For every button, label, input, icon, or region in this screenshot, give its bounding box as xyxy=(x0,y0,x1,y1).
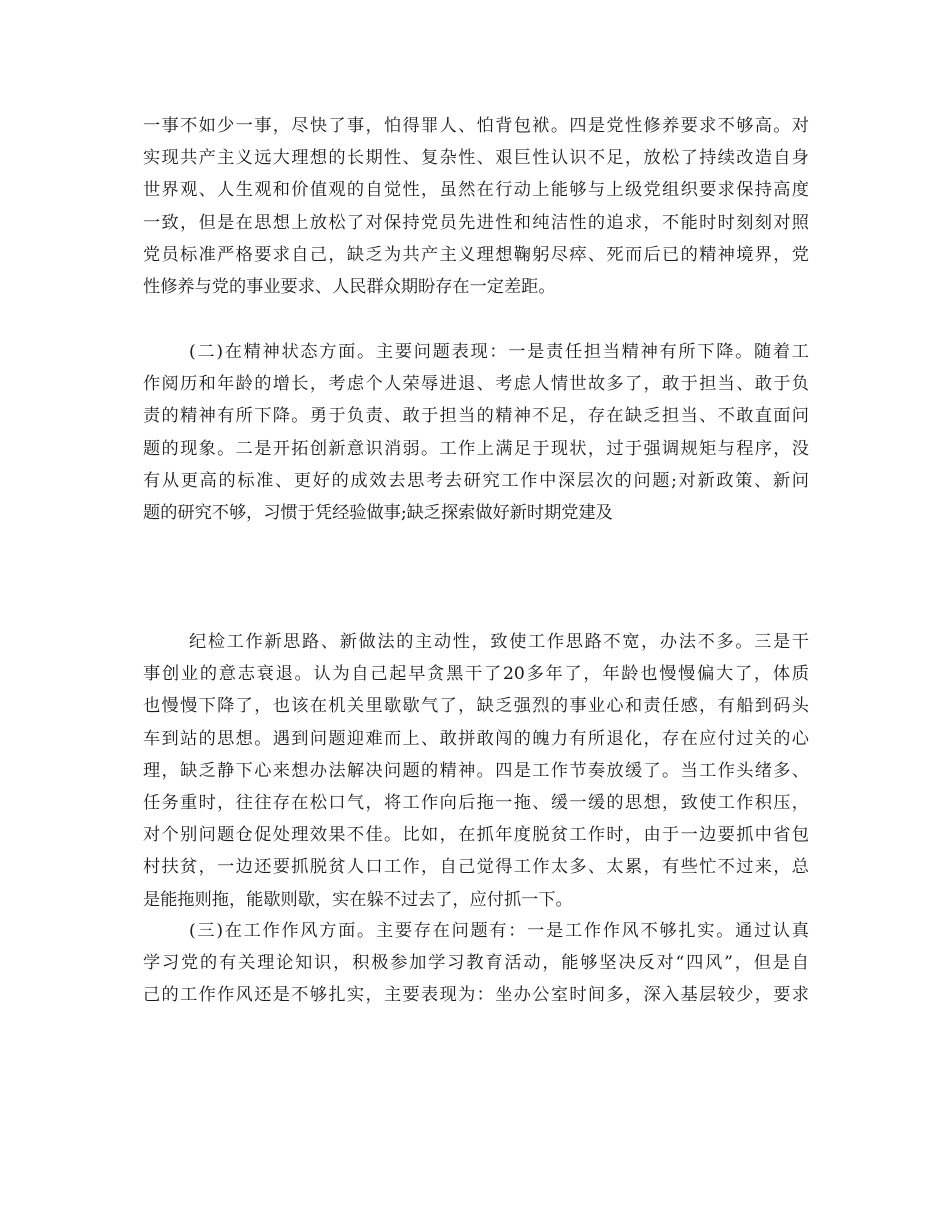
text-line: 村扶贫，一边还要抓脱贫人口工作，自己觉得工作太多、太累，有些忙不过来，总 xyxy=(143,857,809,878)
text-line: 是能拖则拖，能歇则歇，实在躲不过去了，应付抓一下。 xyxy=(143,889,573,910)
text-line: 题的现象。二是开拓创新意识消弱。工作上满足于现状，过于强调规矩与程序，没 xyxy=(143,438,809,459)
text-line: 事创业的意志衰退。认为自己起早贪黑干了20多年了，年龄也慢慢偏大了，体质 xyxy=(143,664,809,685)
text-line: 任务重时，往往存在松口气，将工作向后拖一拖、缓一缓的思想，致使工作积压， xyxy=(143,792,809,813)
text-line: 一事不如少一事，尽快了事，怕得罪人、怕背包袱。四是党性修养要求不够高。对 xyxy=(143,116,809,136)
text-line: 实现共产主义远大理想的长期性、复杂性、艰巨性认识不足，放松了持续改造自身 xyxy=(143,148,809,169)
text-line: (三)在工作作风方面。主要存在问题有：一是工作作风不够扎实。通过认真 xyxy=(189,921,809,941)
text-line: (二)在精神状态方面。主要问题表现：一是责任担当精神有所下降。随着工 xyxy=(189,342,809,362)
text-line: 作阅历和年龄的增长，考虑个人荣辱进退、考虑人情世故多了，敢于担当、敢于负 xyxy=(143,374,809,395)
text-line: 性修养与党的事业要求、人民群众期盼存在一定差距。 xyxy=(143,276,556,297)
text-line: 己的工作作风还是不够扎实，主要表现为：坐办公室时间多，深入基层较少，要求 xyxy=(143,985,809,1006)
text-line: 对个别问题仓促处理效果不佳。比如，在抓年度脱贫工作时，由于一边要抓中省包 xyxy=(143,825,809,846)
text-line: 车到站的思想。遇到问题迎难而上、敢拼敢闯的魄力有所退化，存在应付过关的心 xyxy=(143,728,809,749)
text-line: 理，缺乏静下心来想办法解决问题的精神。四是工作节奏放缓了。当工作头绪多、 xyxy=(143,760,809,781)
text-line: 责的精神有所下降。勇于负责、敢于担当的精神不足，存在缺乏担当、不敢直面问 xyxy=(143,406,809,427)
paragraph-mental-state xyxy=(143,336,809,529)
paragraph-party-spirit xyxy=(143,110,809,303)
text-line: 也慢慢下降了，也该在机关里歇歇气了，缺乏强烈的事业心和责任感，有船到码头 xyxy=(143,696,809,717)
text-line: 一致，但是在思想上放松了对保持党员先进性和纯洁性的追求，不能时时刻刻对照 xyxy=(143,212,809,233)
paragraph-work-ideas xyxy=(143,626,809,916)
text-line: 党员标准严格要求自己，缺乏为共产主义理想鞠躬尽瘁、死而后已的精神境界，党 xyxy=(143,244,809,265)
text-line: 有从更高的标准、更好的成效去思考去研究工作中深层次的问题;对新政策、新问 xyxy=(143,470,809,491)
paragraph-work-style xyxy=(143,915,809,1012)
text-line: 题的研究不够，习惯于凭经验做事;缺乏探索做好新时期党建及 xyxy=(143,502,613,523)
text-line: 纪检工作新思路、新做法的主动性，致使工作思路不宽，办法不多。三是干 xyxy=(189,632,809,652)
text-line: 学习党的有关理论知识，积极参加学习教育活动，能够坚决反对“四风”，但是自 xyxy=(143,953,809,974)
text-line: 世界观、人生观和价值观的自觉性，虽然在行动上能够与上级党组织要求保持高度 xyxy=(143,180,809,201)
